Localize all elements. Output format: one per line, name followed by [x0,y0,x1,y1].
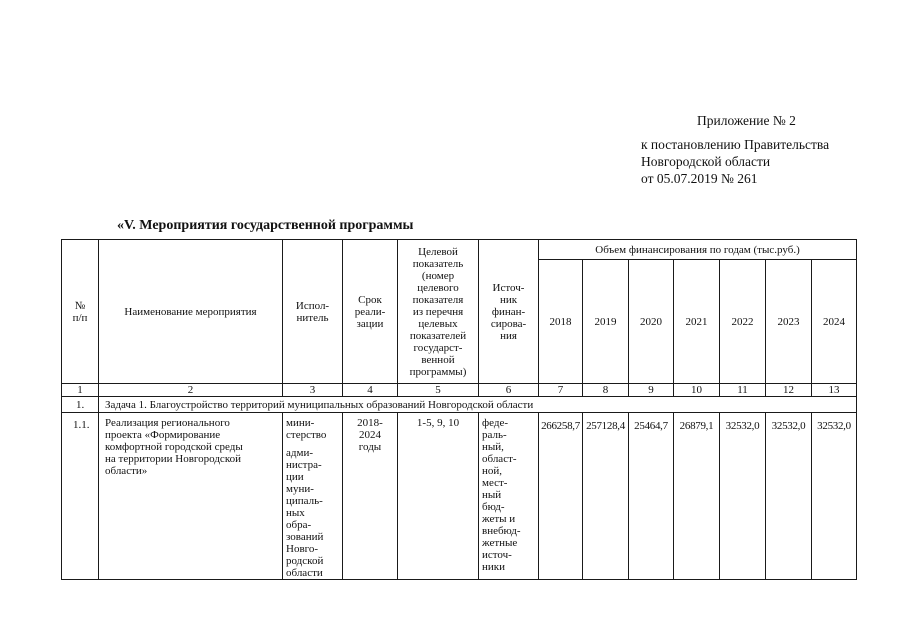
header-name: Наименование мероприятия [99,240,283,384]
header-num: № п/п [62,240,99,384]
task-row [62,397,857,413]
annex-label: Приложение № 2 [697,113,796,128]
column-number: 12 [766,384,812,397]
program-activities-table [61,239,857,580]
funding-value-2024: 32532,0 [812,413,857,580]
header-year: 2019 [583,260,629,384]
header-executor: Испол- нитель [283,240,343,384]
column-number: 7 [539,384,583,397]
task-number: 1. [62,397,99,413]
activity-row-1-1 [62,413,857,580]
column-number: 5 [398,384,479,397]
header-funding-group: Объем финансирования по годам (тыс.руб.) [539,240,857,260]
funding-value-2023: 32532,0 [766,413,812,580]
section-title: «V. Мероприятия государственной программы [117,218,414,233]
activity-indicator: 1-5, 9, 10 [398,413,479,580]
column-number: 2 [99,384,283,397]
column-number: 13 [812,384,857,397]
column-number: 8 [583,384,629,397]
column-number: 6 [479,384,539,397]
header-indicator: Целевой показатель (номер целевого показателя из перечня целевых показателей государст- венной программы) [398,240,479,384]
column-number: 9 [629,384,674,397]
activity-source: феде- раль- ный, област- ной, мест- ный бюд- жеты и внебюд- жетные источ- ники [479,413,539,580]
column-number: 3 [283,384,343,397]
header-row-top [62,240,857,260]
column-number-row [62,384,857,397]
header-year: 2018 [539,260,583,384]
header-term: Срок реали- зации [343,240,398,384]
activity-term: 2018- 2024 годы [343,413,398,580]
header-year: 2024 [812,260,857,384]
funding-value-2019: 257128,4 [583,413,629,580]
decree-line: от 05.07.2019 № 261 [641,171,758,186]
activity-name: Реализация регионального проекта «Формирование комфортной городской среды на территории Новгородской области» [99,413,283,580]
task-title: Задача 1. Благоустройство территорий муниципальных образований Новгородской области [99,397,857,413]
header-year: 2021 [674,260,720,384]
decree-line: Новгородской области [641,154,771,169]
funding-value-2022: 32532,0 [720,413,766,580]
header-year: 2020 [629,260,674,384]
decree-line: к постановлению Правительства [641,137,830,152]
funding-value-2018: 266258,7 [539,413,583,580]
header-source: Источ- ник финан- сирова- ния [479,240,539,384]
header-year: 2023 [766,260,812,384]
decree-reference [641,136,829,187]
header-year: 2022 [720,260,766,384]
column-number: 4 [343,384,398,397]
column-number: 10 [674,384,720,397]
funding-value-2021: 26879,1 [674,413,720,580]
activity-executor: мини- стерство адми- нистра- ции муни- ципаль- ных обра- зований Новго- родской области [283,413,343,580]
activity-number: 1.1. [62,413,99,580]
column-number: 1 [62,384,99,397]
column-number: 11 [720,384,766,397]
funding-value-2020: 25464,7 [629,413,674,580]
